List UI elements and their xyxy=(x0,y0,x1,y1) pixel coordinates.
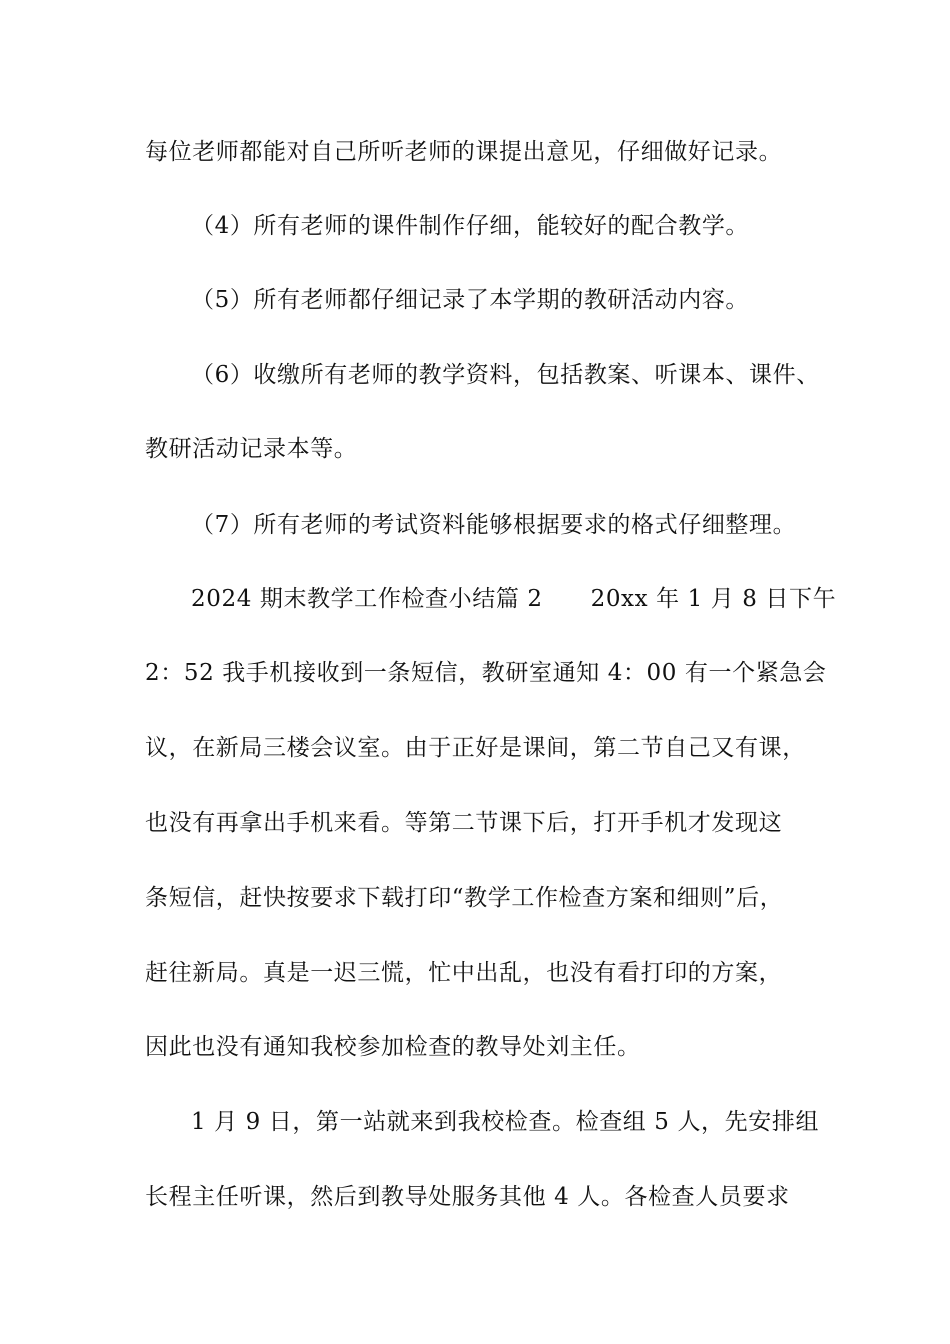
text-line: 也没有再拿出手机来看。等第二节课下后，打开手机才发现这 xyxy=(145,810,783,836)
text-line: （4）所有老师的课件制作仔细，能较好的配合教学。 xyxy=(191,213,750,239)
text-line: （5）所有老师都仔细记录了本学期的教研活动内容。 xyxy=(191,287,750,313)
text-line: （6）收缴所有老师的教学资料，包括教案、听课本、课件、 xyxy=(191,362,820,388)
section-heading-line xyxy=(191,584,836,614)
section-heading: 2024 期末教学工作检查小结篇 2 xyxy=(191,586,543,612)
text-line: 议，在新局三楼会议室。由于正好是课间，第二节自己又有课， xyxy=(145,735,806,761)
text-line: 1 月 9 日，第一站就来到我校检查。检查组 5 人，先安排组 xyxy=(191,1109,820,1135)
text-line: 条短信，赶快按要求下载打印“教学工作检查方案和细则”后， xyxy=(145,885,784,911)
text-line: 教研活动记录本等。 xyxy=(145,436,358,462)
text-line: 每位老师都能对自己所听老师的课提出意见，仔细做好记录。 xyxy=(145,139,783,165)
text-line: 20xx 年 1 月 8 日下午 xyxy=(590,586,837,612)
text-line: （7）所有老师的考试资料能够根据要求的格式仔细整理。 xyxy=(191,512,797,538)
text-line: 2：52 我手机接收到一条短信，教研室通知 4：00 有一个紧急会 xyxy=(145,660,827,686)
text-line: 因此也没有通知我校参加检查的教导处刘主任。 xyxy=(145,1034,641,1060)
text-line: 赶往新局。真是一迟三慌，忙中出乱，也没有看打印的方案， xyxy=(145,960,783,986)
text-line: 长程主任听课，然后到教导处服务其他 4 人。各检查人员要求 xyxy=(145,1184,790,1210)
